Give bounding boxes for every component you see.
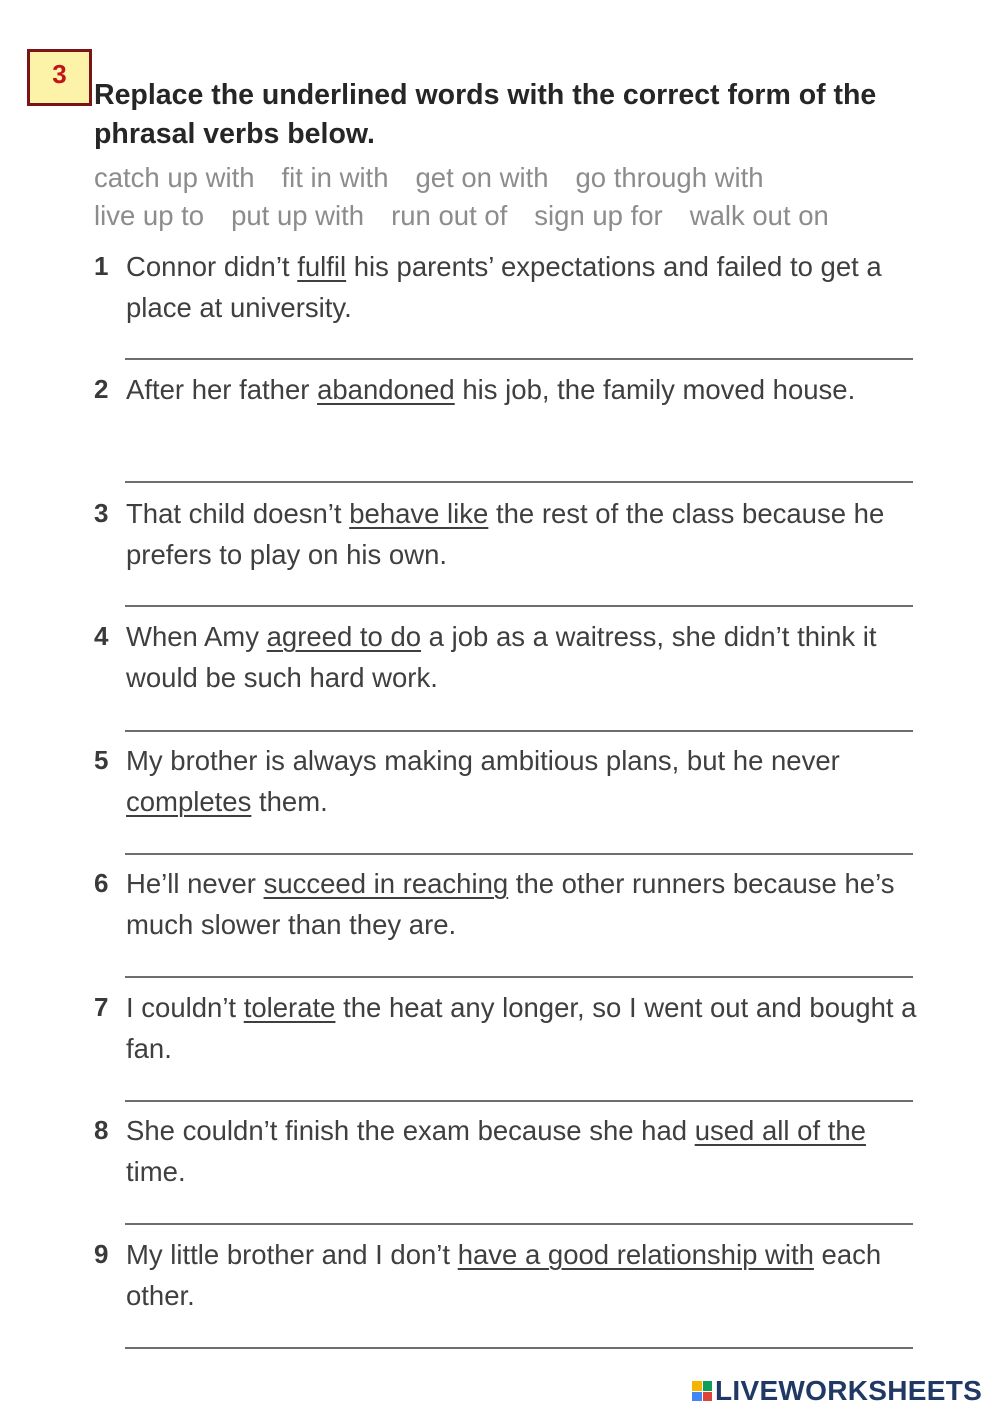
question-number: 5 xyxy=(94,745,109,775)
underlined-phrase: fulfil xyxy=(297,251,347,282)
underlined-phrase: agreed to do xyxy=(266,621,422,652)
word-bank-row-1 xyxy=(94,160,954,196)
answer-line[interactable] xyxy=(125,1347,913,1349)
question-text: I couldn’t tolerate the heat any longer, so I went out and bought a fan. xyxy=(126,992,917,1064)
word-bank-item: live up to xyxy=(94,200,205,231)
question-text: That child doesn’t behave like the rest of the class because he prefers to play on his own. xyxy=(126,498,885,570)
word-bank-item: sign up for xyxy=(534,200,663,231)
underlined-phrase: used all of the xyxy=(694,1115,866,1146)
question-number: 8 xyxy=(94,1115,109,1145)
underlined-phrase: abandoned xyxy=(317,374,455,405)
underlined-phrase: behave like xyxy=(349,498,489,529)
question-number: 4 xyxy=(94,621,109,651)
question-number: 6 xyxy=(94,868,109,898)
word-bank-item: catch up with xyxy=(94,162,255,193)
answer-line[interactable] xyxy=(125,730,913,732)
underlined-phrase: tolerate xyxy=(243,992,336,1023)
answer-line[interactable] xyxy=(125,481,913,483)
question-text: When Amy agreed to do a job as a waitress, she didn’t think it would be such hard work. xyxy=(126,621,877,693)
question-text: Connor didn’t fulfil his parents’ expectations and failed to get a place at university. xyxy=(126,251,882,323)
logo-square-blue xyxy=(692,1392,702,1402)
exercise-number: 3 xyxy=(52,59,67,89)
question-text: My brother is always making ambitious plans, but he never completes them. xyxy=(126,745,840,817)
question-text: My little brother and I don’t have a good relationship with each other. xyxy=(126,1239,882,1311)
logo-square-green xyxy=(703,1381,713,1391)
liveworksheets-logo-icon xyxy=(692,1381,712,1401)
word-bank-item: fit in with xyxy=(281,162,389,193)
answer-line[interactable] xyxy=(125,976,913,978)
logo-square-red xyxy=(703,1392,713,1402)
answer-line[interactable] xyxy=(125,605,913,607)
question-text: He’ll never succeed in reaching the other runners because he’s much slower than they are. xyxy=(126,868,895,940)
question-number: 9 xyxy=(94,1239,109,1269)
underlined-phrase: succeed in reaching xyxy=(263,868,509,899)
word-bank-item: walk out on xyxy=(689,200,829,231)
answer-line[interactable] xyxy=(125,1223,913,1225)
answer-line[interactable] xyxy=(125,358,913,360)
question-number: 7 xyxy=(94,992,109,1022)
word-bank-item: go through with xyxy=(575,162,764,193)
question-number: 3 xyxy=(94,498,109,528)
logo-square-yellow xyxy=(692,1381,702,1391)
question-text: After her father abandoned his job, the family moved house. xyxy=(126,374,856,405)
question-text: She couldn’t finish the exam because she had used all of the time. xyxy=(126,1115,866,1187)
question-number: 2 xyxy=(94,374,109,404)
question-number: 1 xyxy=(94,251,109,281)
word-bank-item: run out of xyxy=(391,200,508,231)
word-bank-row-2 xyxy=(94,198,954,234)
exercise-instruction: Replace the underlined words with the correct form of the phrasal verbs below. xyxy=(94,79,877,150)
underlined-phrase: completes xyxy=(126,786,252,817)
exercise-number-badge xyxy=(27,49,92,106)
brand-text: LIVEWORKSHEETS xyxy=(715,1375,983,1406)
word-bank-item: put up with xyxy=(231,200,365,231)
underlined-phrase: have a good relationship with xyxy=(457,1239,814,1270)
answer-line[interactable] xyxy=(125,1100,913,1102)
word-bank-item: get on with xyxy=(415,162,549,193)
liveworksheets-logo[interactable] xyxy=(692,1374,982,1408)
answer-line[interactable] xyxy=(125,853,913,855)
